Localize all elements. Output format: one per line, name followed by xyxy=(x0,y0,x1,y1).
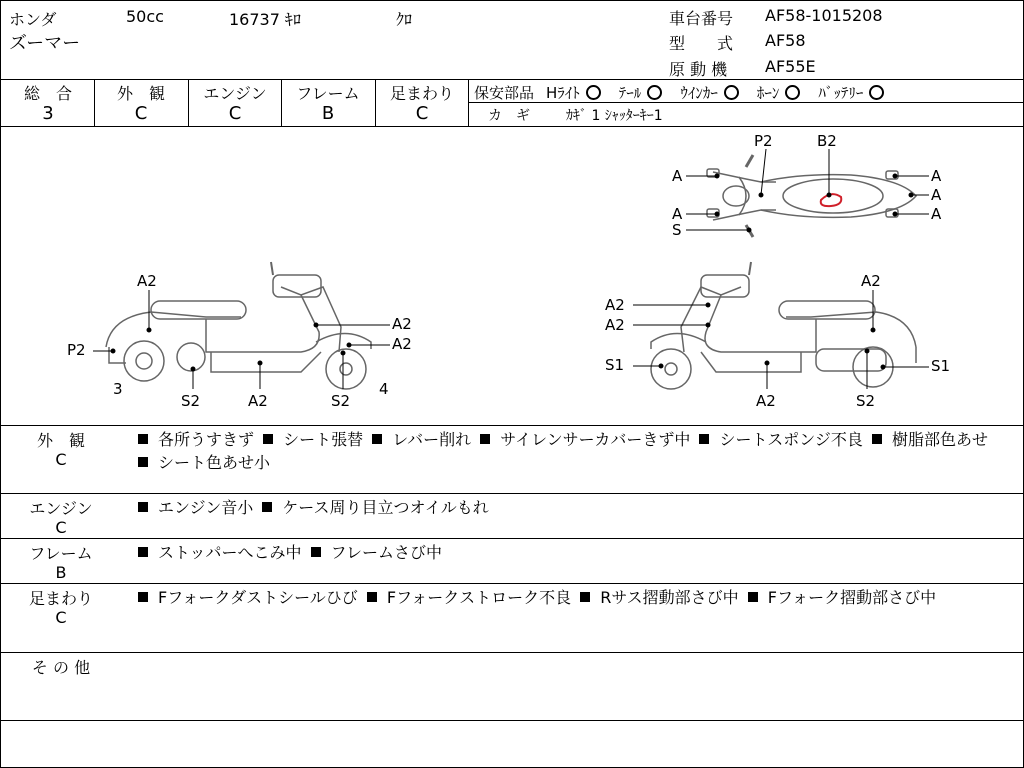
battery-label: ﾊﾞｯﾃﾘｰ xyxy=(818,84,864,102)
bullet-square-icon xyxy=(699,434,709,444)
grade-exterior-value: C xyxy=(134,103,148,124)
mileage: 16737 ｷﾛ xyxy=(229,10,301,29)
section-engine-grade: C xyxy=(55,518,67,537)
note-text: Fフォークストローク不良 xyxy=(386,588,572,607)
leader-dot xyxy=(881,365,885,369)
note-item xyxy=(134,588,358,607)
section-suspension-grade: C xyxy=(55,608,67,627)
leader-dot xyxy=(706,303,710,307)
note-item xyxy=(259,430,363,449)
grade-suspension-label: 足まわり xyxy=(389,84,454,103)
divider xyxy=(1,652,1024,653)
horn-label: ﾎｰﾝ xyxy=(756,84,780,102)
bullet-square-icon xyxy=(138,502,148,512)
bullet-square-icon xyxy=(748,592,758,602)
note-text: シート張替 xyxy=(283,430,364,449)
label-left-a2-floor: A2 xyxy=(248,392,268,410)
leader-dot xyxy=(715,174,719,178)
leader-dot xyxy=(759,193,763,197)
label-right-s1-rear: S1 xyxy=(931,357,951,375)
bullet-square-icon xyxy=(480,434,490,444)
note-item xyxy=(134,453,270,472)
label-top-a2: A xyxy=(672,205,683,223)
ok-mark-icon xyxy=(785,85,800,100)
label-left-a2-seat: A2 xyxy=(137,272,157,290)
divider xyxy=(1,583,1024,584)
leader-dot xyxy=(341,351,345,355)
leader-dot xyxy=(147,328,151,332)
bullet-square-icon xyxy=(138,592,148,602)
leader-dot xyxy=(871,328,875,332)
model-type: AF58 xyxy=(765,31,806,50)
section-suspension-title: 足まわり xyxy=(28,589,93,608)
divider xyxy=(1,538,1024,539)
label-left-s2-rear: S2 xyxy=(181,392,201,410)
divider xyxy=(1,493,1024,494)
leader-dot xyxy=(314,323,318,327)
keys-label: カ ギ xyxy=(488,108,530,124)
note-text: エンジン音小 xyxy=(158,498,254,517)
note-text: レバー削れ xyxy=(392,430,472,449)
label-top-a3: A xyxy=(931,167,942,185)
leader-dot xyxy=(765,361,769,365)
label-left-3: 3 xyxy=(113,380,123,398)
section-engine-title: エンジン xyxy=(29,499,93,518)
winker-label: ｳｲﾝｶｰ xyxy=(680,84,718,102)
label-left-s2-front: S2 xyxy=(331,392,351,410)
label-left-a2-fender: A2 xyxy=(392,335,412,353)
section-engine-notes xyxy=(134,496,1003,519)
note-item xyxy=(134,498,253,517)
frame-number: AF58-1015208 xyxy=(765,6,883,25)
note-item xyxy=(368,430,471,449)
bullet-square-icon xyxy=(311,547,321,557)
safety-item-horn xyxy=(757,82,801,103)
leader-dot xyxy=(659,364,663,368)
model-name: ズーマー xyxy=(9,33,81,54)
bullet-square-icon xyxy=(138,434,148,444)
leader-dot xyxy=(706,323,710,327)
leader-dot xyxy=(893,212,897,216)
keys-value: ｶｷﾞ 1 ｼｬｯﾀｰｷｰ1 xyxy=(566,108,663,124)
top-view-scooter xyxy=(707,155,916,237)
section-exterior-grade: C xyxy=(55,450,67,469)
label-right-a2-seat: A2 xyxy=(861,272,881,290)
label-top-a4: A xyxy=(931,186,942,204)
label-right-a2-top: A2 xyxy=(605,296,625,314)
bullet-square-icon xyxy=(580,592,590,602)
label-left-a2-front: A2 xyxy=(392,315,412,333)
bullet-square-icon xyxy=(138,457,148,467)
section-frame-notes xyxy=(134,541,1003,564)
note-item xyxy=(307,543,442,562)
note-item xyxy=(134,543,302,562)
leader-dot xyxy=(191,367,195,371)
leader-dot xyxy=(909,193,913,197)
label-top-b2: B2 xyxy=(817,132,837,150)
note-text: ケース周り目立つオイルもれ xyxy=(282,498,489,517)
note-item xyxy=(744,588,936,607)
safety-item-winker xyxy=(680,82,739,103)
leader-dot xyxy=(111,349,115,353)
note-item xyxy=(476,430,690,449)
divider xyxy=(1,425,1024,426)
label-top-s: S xyxy=(672,221,682,239)
leader-dot xyxy=(747,228,751,232)
label-top-a5: A xyxy=(931,205,942,223)
note-text: Rサス摺動部さび中 xyxy=(600,588,739,607)
safety-item-battery xyxy=(818,82,884,103)
maker: ホンダ xyxy=(9,10,57,29)
label-left-4: 4 xyxy=(379,380,389,398)
section-exterior-title: 外 観 xyxy=(36,431,85,450)
leader-dot xyxy=(347,343,351,347)
note-item xyxy=(576,588,738,607)
section-frame-title: フレーム xyxy=(29,544,93,563)
grade-engine-value: C xyxy=(228,103,242,124)
note-text: シート色あせ小 xyxy=(158,453,271,472)
grade-overall-label: 総 合 xyxy=(23,84,72,103)
note-text: Fフォーク摺動部さび中 xyxy=(767,588,937,607)
note-item xyxy=(258,498,488,517)
note-item xyxy=(695,430,862,449)
ok-mark-icon xyxy=(869,85,884,100)
leader-dot xyxy=(715,212,719,216)
note-item xyxy=(868,430,988,449)
bullet-square-icon xyxy=(872,434,882,444)
grade-suspension-value: C xyxy=(415,103,429,124)
leader-dot xyxy=(865,349,869,353)
bullet-square-icon xyxy=(138,547,148,557)
label-right-a2-mid: A2 xyxy=(605,316,625,334)
section-exterior-notes xyxy=(134,428,1003,474)
note-item xyxy=(363,588,571,607)
leader-dot xyxy=(827,193,831,197)
leader-line xyxy=(761,149,766,195)
note-text: フレームさび中 xyxy=(330,543,442,562)
note-text: サイレンサーカバーきず中 xyxy=(500,430,691,449)
note-text: シートスポンジ不良 xyxy=(719,430,863,449)
bullet-square-icon xyxy=(372,434,382,444)
note-text: Fフォークダストシールひび xyxy=(158,588,358,607)
bullet-square-icon xyxy=(263,434,273,444)
note-text: 各所うすきず xyxy=(158,430,255,449)
section-frame-grade: B xyxy=(55,563,67,582)
leader-dot xyxy=(893,174,897,178)
divider xyxy=(1,720,1024,721)
engine-type: AF55E xyxy=(765,57,816,76)
safety-item-tail xyxy=(619,82,663,103)
label-top-p2: P2 xyxy=(754,132,773,150)
note-text: 樹脂部色あせ xyxy=(892,430,989,449)
safety-parts-label: 保安部品 xyxy=(474,84,535,102)
note-text: ストッパーへこみ中 xyxy=(158,543,302,562)
engine-type-label: 原 動 機 xyxy=(669,60,728,79)
divider xyxy=(1,79,1024,80)
ok-mark-icon xyxy=(586,85,601,100)
grade-frame-label: フレーム xyxy=(296,84,360,103)
ok-mark-icon xyxy=(724,85,739,100)
label-top-a1: A xyxy=(672,167,683,185)
tail-label: ﾃｰﾙ xyxy=(618,84,642,102)
grade-frame-value: B xyxy=(321,103,335,124)
damage-diagram xyxy=(1,127,1024,425)
label-right-s2: S2 xyxy=(856,392,876,410)
label-right-s1-front: S1 xyxy=(605,356,625,374)
body-color: ｸﾛ xyxy=(396,10,413,29)
bullet-square-icon xyxy=(262,502,272,512)
displacement: 50cc xyxy=(126,7,164,26)
safety-parts-row xyxy=(474,82,902,103)
model-type-label: 型 式 xyxy=(669,34,734,53)
safety-item-headlight xyxy=(546,82,601,103)
leader-dot xyxy=(258,361,262,365)
label-right-a2-floor: A2 xyxy=(756,392,776,410)
grade-overall-value: 3 xyxy=(42,103,54,124)
label-left-p2: P2 xyxy=(67,341,86,359)
bullet-square-icon xyxy=(367,592,377,602)
section-other-title: そ の 他 xyxy=(31,658,91,677)
grade-exterior-label: 外 観 xyxy=(116,84,165,103)
grade-engine-label: エンジン xyxy=(203,84,267,103)
section-suspension-notes xyxy=(134,586,1003,609)
note-item xyxy=(134,430,254,449)
headlight-label: Hﾗｲﾄ xyxy=(546,84,580,102)
frame-number-label: 車台番号 xyxy=(669,9,734,28)
ok-mark-icon xyxy=(647,85,662,100)
